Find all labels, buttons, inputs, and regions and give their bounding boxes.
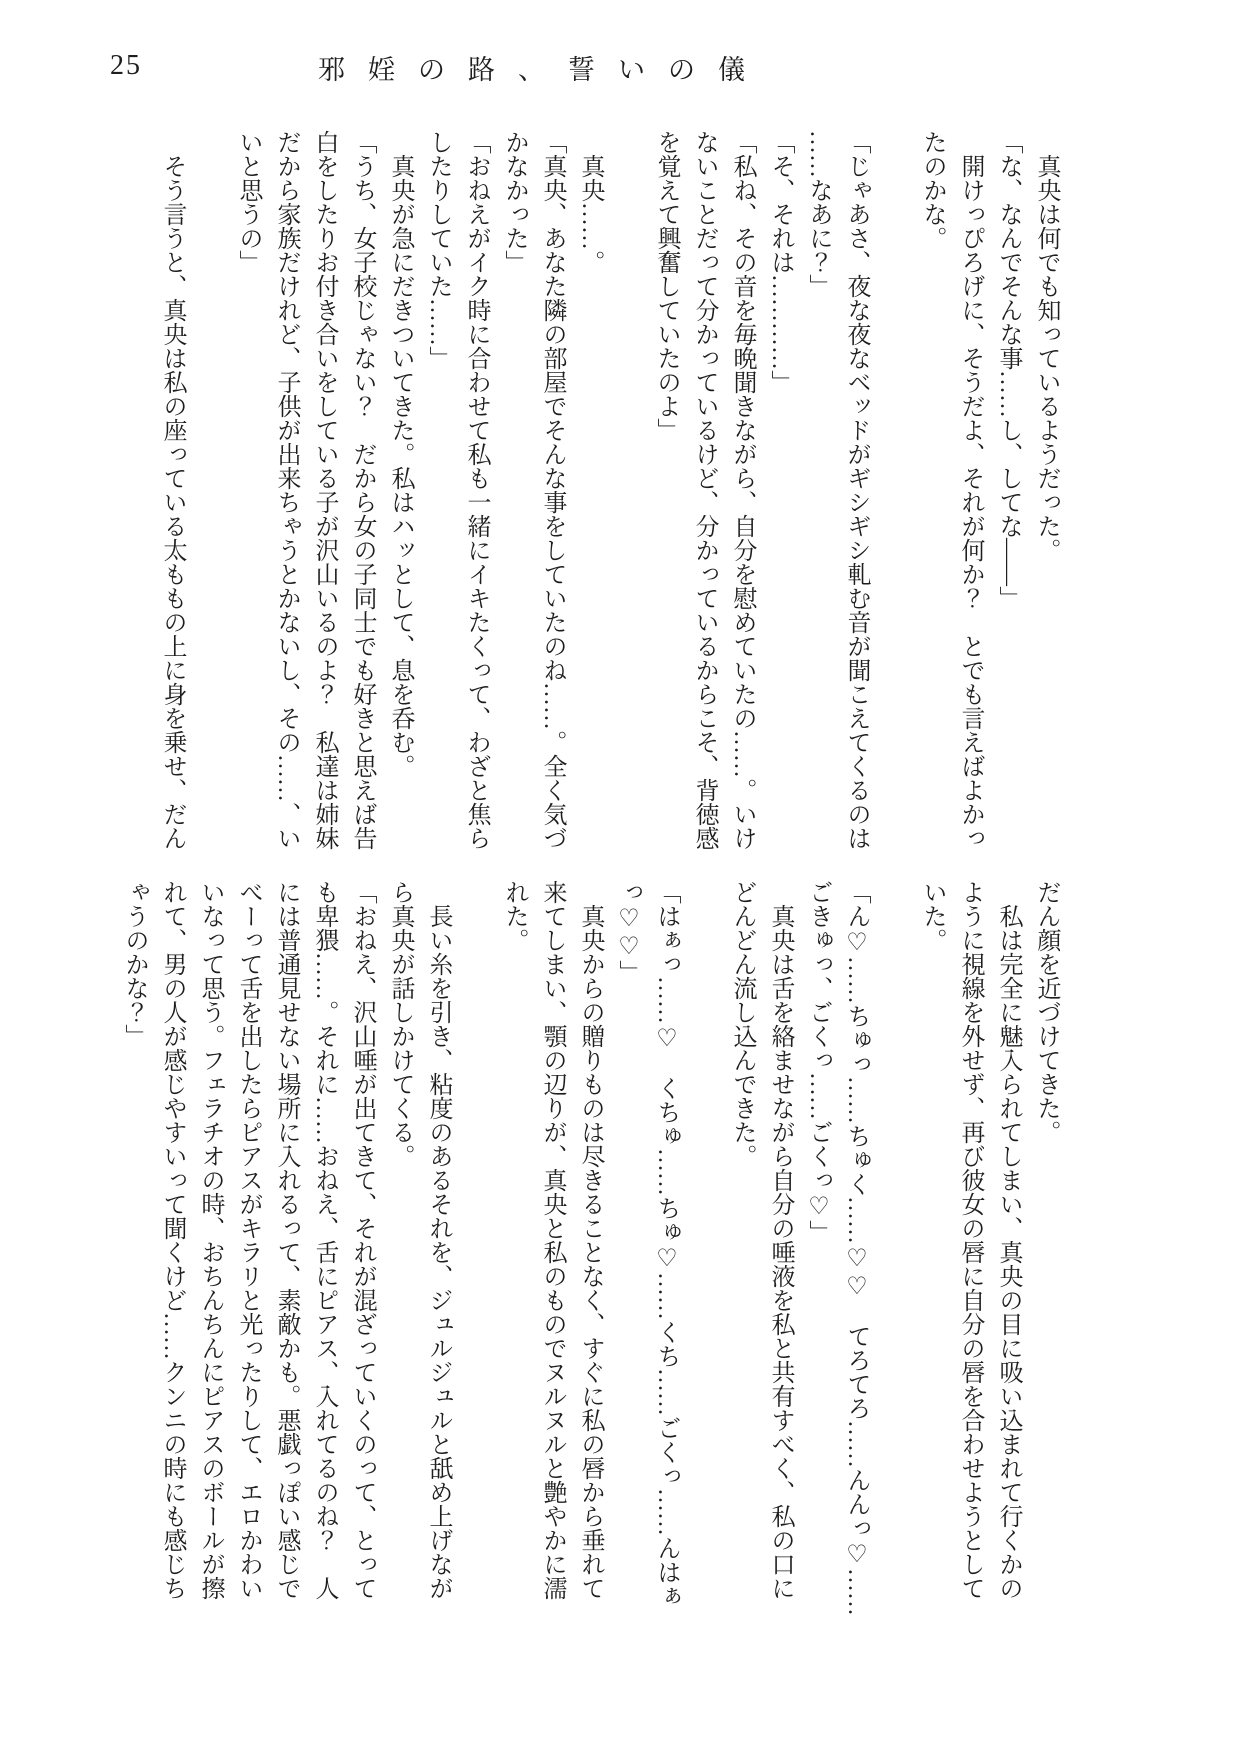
text-line: には普通見せない場所に入れるって、素敵かも。悪戯っぽい感じで [273,880,299,1600]
blank-column [457,880,495,1632]
text-line: いなって思う。フェラチオの時、おちんちんにピアスのボールが擦 [197,880,223,1600]
blank-column [875,130,913,864]
text-line: れて、男の人が感じやすいって聞くけど……クンニの時にも感じち [159,880,185,1600]
page-title: 邪婬の路、誓いの儀 [318,55,768,85]
top-text-block [153,130,1065,864]
text-line: したりしていた……」 [425,130,451,370]
text-line: 真央からの贈りものは尽きることなく、すぐに私の唇から垂れて [577,904,603,1600]
text-line: 「真央、あなた隣の部屋でそんな事をしていたのね……。全く気づ [539,130,565,850]
text-line: れた。 [501,880,527,952]
text-line: 「はぁっ……♡ くちゅ……ちゅ♡……くち……ごくっ……んはぁ [653,880,679,1608]
text-line: っ♡♡」 [615,880,641,984]
text-line: ゃうのかな？」 [121,880,147,1048]
text-line: いと思うの」 [235,130,261,274]
text-line: 「おねえ、沢山唾が出てきて、それが混ざっていくのって、とって [349,880,375,1600]
text-line: 「な、なんでそんな事……し、してな――」 [995,130,1021,610]
text-line: 真央……。 [577,154,603,274]
text-line: 来てしまい、顎の辺りが、真央と私のものでヌルヌルと艶やかに濡 [539,880,565,1600]
text-line: いた。 [919,880,945,952]
page-number: 25 [110,50,142,81]
text-line: たのかな。 [919,130,945,250]
text-line: べーって舌を出したらピアスがキラリと光ったりして、エロかわい [235,880,261,1600]
blank-column [191,130,229,864]
text-line: 白をしたりお付き合いをしている子が沢山いるのよ？ 私達は姉妹 [311,130,337,850]
text-line: ごきゅっ、ごくっ……ごくっ♡」 [805,880,831,1244]
text-line: だから家族だけれど、子供が出来ちゃうとかないし、その……、い [273,130,299,850]
blank-column [609,130,647,864]
text-line: ら真央が話しかけてくる。 [387,880,413,1168]
text-line: 真央が急にだきついてきた。私はハッとして、息を呑む。 [387,154,413,778]
text-line: 「私ね、その音を毎晩聞きながら、自分を慰めていたの……。いけ [729,130,755,850]
text-line: どんどん流し込んできた。 [729,880,755,1168]
text-line: ……なあに？」 [805,130,831,298]
text-line: ないことだって分かっているけど、分かっているからこそ、背徳感 [691,130,717,850]
text-line: も卑猥……。それに……おねえ、舌にピアス、入れてるのね？ 人 [311,880,337,1600]
text-line: かなかった」 [501,130,527,274]
text-line: 「じゃあさ、夜な夜なベッドがギシギシ軋む音が聞こえてくるのは [843,130,869,850]
text-line: 「うち、女子校じゃない？ だから女の子同士でも好きと思えば告 [349,130,375,850]
text-line: ように視線を外せず、再び彼女の唇に自分の唇を合わせようとして [957,880,983,1600]
text-line: 長い糸を引き、粘度のあるそれを、ジュルジュルと舐め上げなが [425,904,451,1600]
blank-column [685,880,723,1632]
text-line: を覚えて興奮していたのよ」 [653,130,679,442]
text-line: 私は完全に魅入られてしまい、真央の目に吸い込まれて行くかの [995,904,1021,1600]
text-line: 「そ、それは…………」 [767,130,793,394]
text-line: 「おねえがイク時に合わせて私も一緒にイキたくって、わざと焦ら [463,130,489,850]
text-line: 真央は舌を絡ませながら自分の唾液を私と共有すべく、私の口に [767,904,793,1600]
text-line: 「ん♡……ちゅっ……ちゅく……♡♡ てろてろ……んんっ♡…… [843,880,869,1616]
text-line: そう言うと、真央は私の座っている太ももの上に身を乗せ、だん [159,154,185,850]
text-line: 開けっぴろげに、そうだよ、それが何か？ とでも言えばよかっ [957,154,983,850]
bottom-text-block [115,880,1065,1632]
text-line: だん顔を近づけてきた。 [1033,880,1059,1144]
blank-column [875,880,913,1632]
text-line: 真央は何でも知っているようだった。 [1033,154,1059,562]
